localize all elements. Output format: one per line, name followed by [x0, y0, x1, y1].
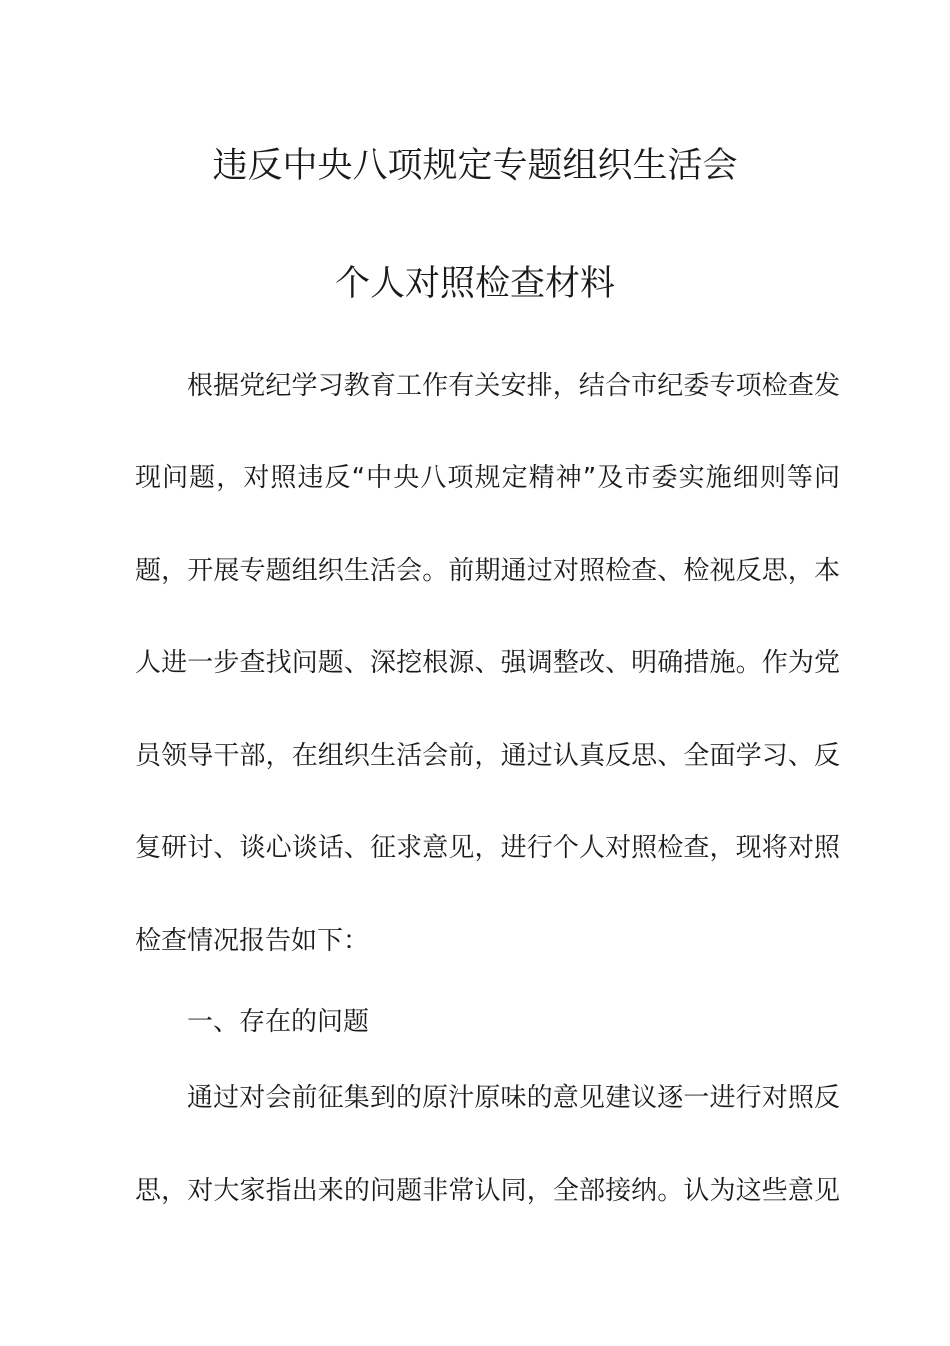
section-heading: 一、存在的问题	[187, 1007, 370, 1037]
paragraph-line: 根据党纪学习教育工作有关安排，结合市纪委专项检查发	[187, 371, 840, 401]
paragraph-line: 复研讨、谈心谈话、征求意见，进行个人对照检查，现将对照	[135, 833, 840, 863]
document-title-line-1: 违反中央八项规定专题组织生活会	[212, 146, 738, 186]
paragraph-line: 题，开展专题组织生活会。前期通过对照检查、检视反思，本	[135, 556, 840, 586]
document-title-line-2: 个人对照检查材料	[334, 264, 615, 304]
paragraph-line: 检查情况报告如下：	[135, 926, 370, 956]
paragraph-line: 人进一步查找问题、深挖根源、强调整改、明确措施。作为党	[135, 648, 840, 678]
paragraph-line: 员领导干部，在组织生活会前，通过认真反思、全面学习、反	[135, 741, 840, 771]
paragraph-line: 通过对会前征集到的原汁原味的意见建议逐一进行对照反	[187, 1083, 840, 1113]
paragraph-line: 思，对大家指出来的问题非常认同，全部接纳。认为这些意见	[135, 1176, 840, 1206]
paragraph-line: 现问题，对照违反“中央八项规定精神”及市委实施细则等问	[135, 463, 840, 493]
